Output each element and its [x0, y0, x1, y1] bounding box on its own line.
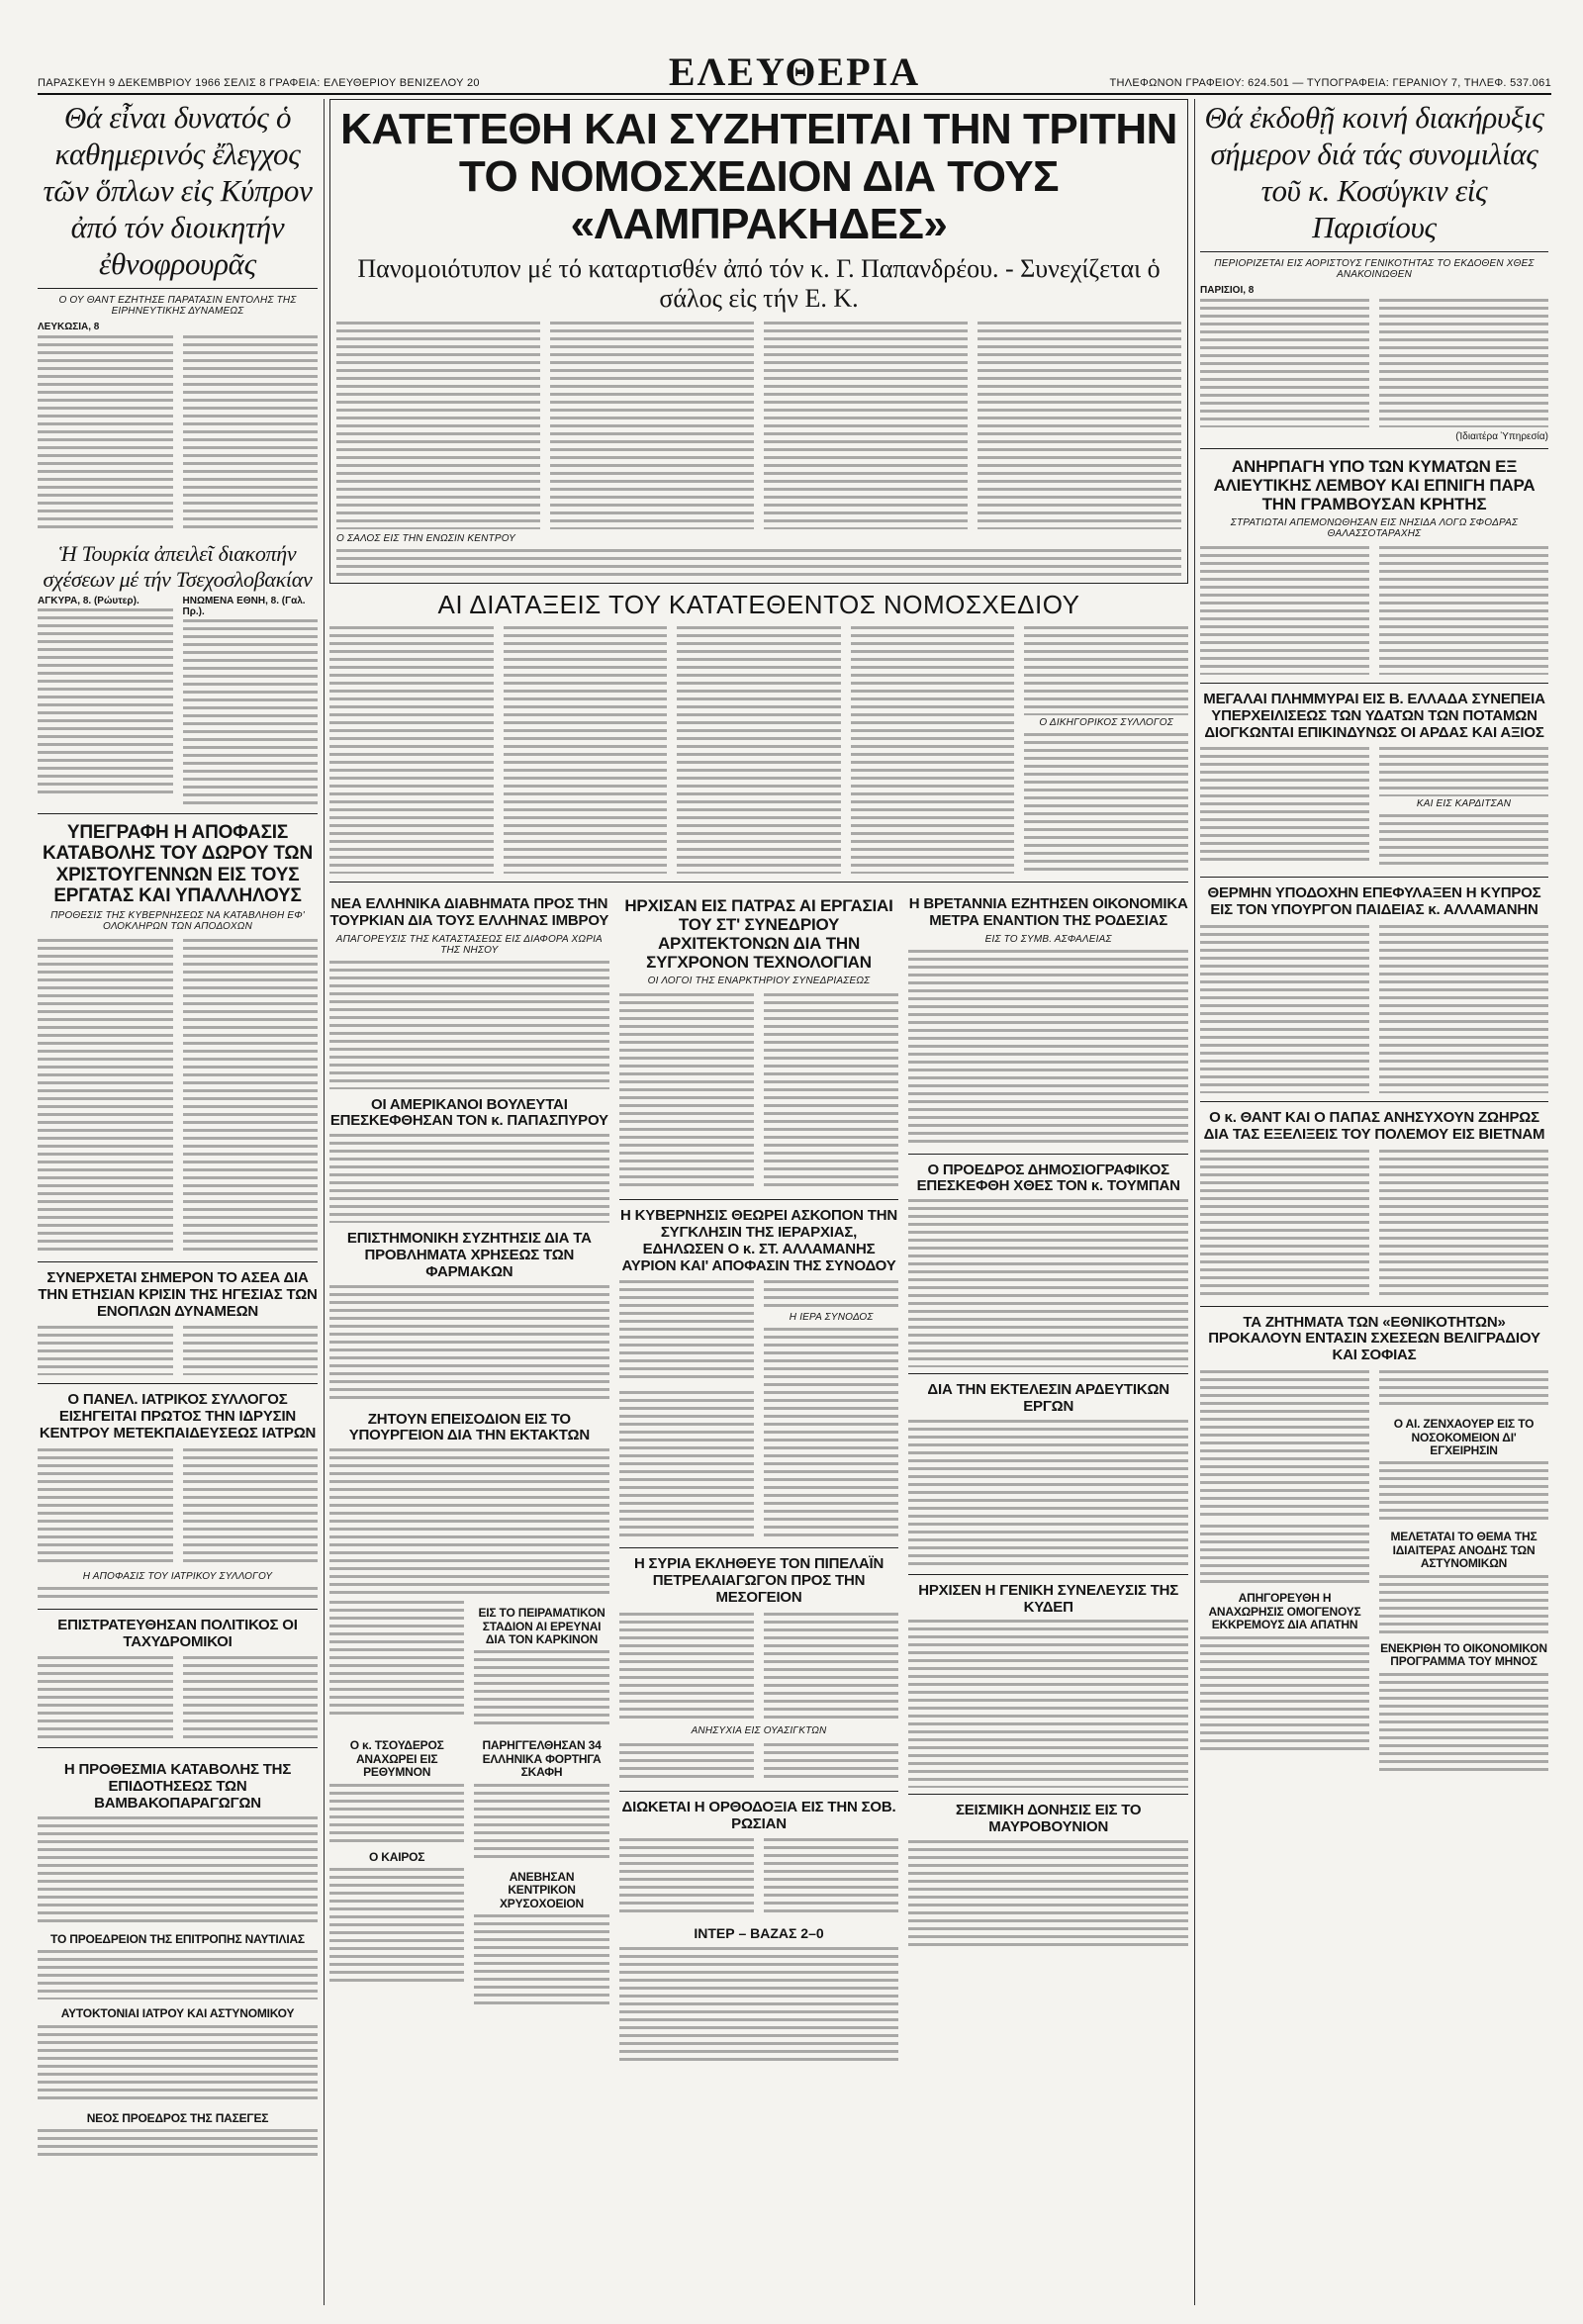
text-block [978, 322, 1181, 529]
text-block [619, 993, 754, 1191]
cancer-headline: ΕΙΣ ΤΟ ΠΕΙΡΑΜΑΤΙΚΟΝ ΣΤΑΔΙΟΝ ΑΙ ΕΡΕΥΝΑΙ ΔΙΑ ΤΟΝ ΚΑΡΚΙΝΟΝ [478, 1606, 605, 1647]
text-block [619, 1947, 899, 2066]
divider [619, 1199, 899, 1200]
text-block [1200, 1370, 1369, 1519]
kydep-headline: ΗΡΧΙΣΕΝ Η ΓΕΝΙΚΗ ΣΥΝΕΛΕΥΣΙΣ ΤΗΣ ΚΥΔΕΠ [918, 1581, 1179, 1616]
text-block [183, 335, 319, 533]
football-score: ΙΝΤΕΡ – ΒΑΖΑΣ 2–0 [694, 1925, 824, 1942]
article-body [1200, 1368, 1548, 1523]
text-block [1200, 1525, 1369, 1584]
provisions-headline: ΑΙ ΔΙΑΤΑΞΕΙΣ ΤΟΥ ΚΑΤΑΤΕΘΕΝΤΟΣ ΝΟΜΟΣΧΕΔΙΟΥ [437, 590, 1080, 619]
text-block [908, 1840, 1188, 1949]
text-block [1200, 546, 1369, 675]
masthead-date: ΠΑΡΑΣΚΕΥΗ 9 ΔΕΚΕΜΒΡΙΟΥ 1966 ΣΕΛΙΣ 8 ΓΡΑΦΕΙΑ: ΕΛΕΥΘΕΡΙΟΥ ΒΕΝΙΖΕΛΟΥ 20 [38, 77, 480, 89]
turkey-headline: Ἡ Τουρκία ἀπειλεῖ διακοπήν σχέσεων μέ τήν Τσεχοσλοβακίαν [43, 541, 313, 592]
asea-headline: ΣΥΝΕΡΧΕΤΑΙ ΣΗΜΕΡΟΝ ΤΟ ΑΣΕΑ ΔΙΑ ΤΗΝ ΕΤΗΣΙΑΝ ΚΡΙΣΙΝ ΤΗΣ ΗΓΕΣΙΑΣ ΤΩΝ ΕΝΟΠΛΩΝ ΔΥΝΑΜΕΩΝ [38, 1269, 318, 1320]
medical-headline: Ο ΠΑΝΕΛ. ΙΑΤΡΙΚΟΣ ΣΥΛΛΟΓΟΣ ΕΙΣΗΓΕΙΤΑΙ ΠΡΩΤΟΣ ΤΗΝ ΙΔΡΥΣΙΝ ΚΕΝΤΡΟΥ ΜΕΤΕΚΠΑΙΔΕΥΣΕΩΣ ΙΑΤΡΩΝ [39, 1391, 317, 1442]
divider [1200, 448, 1548, 449]
divider [1200, 877, 1548, 878]
naval-headline: ΤΟ ΠΡΟΕΔΡΕΙΟΝ ΤΗΣ ΕΠΙΤΡΟΠΗΣ ΝΑΥΤΙΛΙΑΣ [50, 1931, 305, 1946]
text-block [329, 1448, 609, 1597]
left-lead-headline: Θά εἶναι δυνατός ὁ καθημερινός ἔλεγχος τῶν ὅπλων εἰς Κύπρον ἀπό τόν διοικητήν ἐθνοφρουρᾶς [43, 100, 313, 281]
text-block [474, 1784, 608, 1863]
text-block [764, 1743, 898, 1783]
text-block [764, 1613, 898, 1721]
text-block [764, 1838, 898, 1917]
text-block [38, 335, 173, 533]
quake-headline: ΣΕΙΣΜΙΚΗ ΔΟΝΗΣΙΣ ΕΙΣ ΤΟ ΜΑΥΡΟΒΟΥΝΙΟΝ [955, 1802, 1142, 1836]
medical-subhead: Η ΑΠΟΦΑΣΙΣ ΤΟΥ ΙΑΤΡΙΚΟΥ ΣΥΛΛΟΓΟΥ [82, 1570, 273, 1582]
left-column [38, 99, 318, 2163]
text-block [908, 1199, 1188, 1367]
imbros-subhead: ΑΠΑΓΟΡΕΥΣΙΣ ΤΗΣ ΚΑΤΑΣΤΑΣΕΩΣ ΕΙΣ ΔΙΑΦΟΡΑ ΧΩΡΙΑ ΤΗΣ ΝΗΣΟΥ [335, 933, 603, 956]
cotton-headline: Η ΠΡΟΘΕΣΜΙΑ ΚΑΤΑΒΟΛΗΣ ΤΗΣ ΕΠΙΔΟΤΗΣΕΩΣ ΤΩΝ ΒΑΜΒΑΚΟΠΑΡΑΓΩΓΩΝ [63, 1761, 292, 1813]
text-block [1379, 546, 1548, 675]
text-block [619, 1280, 754, 1379]
article-body [1200, 923, 1548, 1095]
dateline: ΛΕΥΚΩΣΙΑ, 8 [38, 322, 100, 332]
article-body [38, 593, 318, 807]
text-block [619, 1743, 754, 1783]
article-body [38, 1324, 318, 1377]
text-block [908, 1420, 1188, 1568]
article-body [38, 333, 318, 535]
divider [908, 1574, 1188, 1575]
balkan-headline: ΤΑ ΖΗΤΗΜΑΤΑ ΤΩΝ «ΕΘΝΙΚΟΤΗΤΩΝ» ΠΡΟΚΑΛΟΥΝ ΕΝΤΑΣΙΝ ΣΧΕΣΕΩΝ ΒΕΛΙΓΡΑΔΙΟΥ ΚΑΙ ΣΟΦΙΑΣ [1208, 1313, 1540, 1364]
karditsa-subhead: ΚΑΙ ΕΙΣ ΚΑΡΔΙΤΣΑΝ [1416, 798, 1512, 810]
divider [619, 1791, 899, 1792]
center-lower-grid [329, 888, 1188, 2068]
rhodesia-headline: Η ΒΡΕΤΑΝΝΙΑ ΕΖΗΤΗΣΕΝ ΟΙΚΟΝΟΜΙΚΑ ΜΕΤΡΑ ΕΝΑΝΤΙΟΝ ΤΗΣ ΡΟΔΕΣΙΑΣ [908, 895, 1188, 929]
text-block [1379, 299, 1548, 427]
text-block [329, 1285, 609, 1404]
divider [619, 1547, 899, 1548]
text-block [1379, 1575, 1548, 1634]
text-block [550, 322, 754, 529]
text-block [183, 1326, 319, 1375]
text-block [764, 1280, 898, 1310]
main-deck: Πανομοιότυπον μέ τό καταρτισθέν ἀπό τόν κ. Γ. Παπανδρέου. - Συνεχίζεται ὁ σάλος εἰς τήν Ε. Κ. [357, 254, 1161, 313]
text-block [38, 1587, 318, 1603]
study-headline: ΜΕΛΕΤΑΤΑΙ ΤΟ ΘΕΜΑ ΤΗΣ ΙΔΙΑΙΤΕΡΑΣ ΑΝΟΔΗΣ ΤΩΝ ΑΣΤΥΝΟΜΙΚΩΝ [1390, 1530, 1537, 1571]
article-body [619, 1836, 899, 1919]
text-block [764, 1328, 898, 1387]
right-column [1200, 99, 1548, 1774]
article-body [1200, 1148, 1548, 1300]
article-body [38, 1446, 318, 1569]
bonus-subhead: ΠΡΟΘΕΣΙΣ ΤΗΣ ΚΥΒΕΡΝΗΣΕΩΣ ΝΑ ΚΑΤΑΒΛΗΘΗ ΕΦ' ΟΛΟΚΛΗΡΩΝ ΤΩΝ ΑΠΟΔΟΧΩΝ [50, 910, 305, 933]
divider [38, 1609, 318, 1610]
center-subcolumn-a [329, 888, 609, 2068]
divider [1200, 1101, 1548, 1102]
text-block [1200, 1636, 1369, 1755]
pasege-headline: ΝΕΟΣ ΠΡΟΕΔΡΟΣ ΤΗΣ ΠΑΣΕΓΕΣ [86, 2110, 269, 2125]
economy-headline: ΕΝΕΚΡΙΘΗ ΤΟ ΟΙΚΟΝΟΜΙΚΟΝ ΠΡΟΓΡΑΜΜΑ ΤΟΥ ΜΗΝΟΣ [1380, 1640, 1547, 1669]
text-block [1379, 925, 1548, 1093]
text-block [329, 1868, 464, 1987]
orthodoxy-headline: ΔΙΩΚΕΤΑΙ Η ΟΡΘΟΔΟΞΙΑ ΕΙΣ ΤΗΝ ΣΟΒ. ΡΩΣΙΑΝ [621, 1798, 896, 1832]
text-block [764, 322, 968, 529]
doctor-headline: ΑΥΤΟΚΤΟΝΙΑΙ ΙΑΤΡΟΥ ΚΑΙ ΑΣΤΥΝΟΜΙΚΟΥ [60, 2006, 295, 2021]
two-column-briefs [38, 1754, 318, 2163]
briefs-row [329, 1599, 609, 1731]
text-block [38, 2025, 318, 2104]
text-block [183, 1448, 319, 1567]
crete-subhead: ΣΤΡΑΤΙΩΤΑΙ ΑΠΕΜΟΝΩΘΗΣΑΝ ΕΙΣ ΝΗΣΙΔΑ ΛΟΓΩ ΣΦΟΔΡΑΣ ΘΑΛΑΣΣΟΤΑΡΑΧΗΣ [1230, 517, 1519, 540]
article-body [619, 991, 899, 1193]
drugs-headline: ΕΠΙΣΤΗΜΟΝΙΚΗ ΣΥΖΗΤΗΣΙΣ ΔΙΑ ΤΑ ΠΡΟΒΛΗΜΑΤΑ ΧΡΗΣΕΩΣ ΤΩΝ ΦΑΡΜΑΚΩΝ [346, 1230, 592, 1280]
text-block [1200, 747, 1369, 866]
text-block [677, 626, 841, 874]
main-story-box [329, 99, 1188, 584]
text-block [1379, 1673, 1548, 1772]
text-block [1200, 1150, 1369, 1298]
text-block [764, 993, 898, 1191]
article-body [619, 1741, 899, 1785]
synod-headline: Η ΚΥΒΕΡΝΗΣΙΣ ΘΕΩΡΕΙ ΑΣΚΟΠΟΝ ΤΗΝ ΣΥΓΚΛΗΣΙΝ ΤΗΣ ΙΕΡΑΡΧΙΑΣ, ΕΔΗΛΩΣΕΝ Ο κ. ΣΤ. ΑΛΛΑΜΑΝΗΣ ΑΥΡΙΟΝ ΚΑΙ' ΑΠΟΦΑΣΙΝ ΤΗΣ ΣΥΝΟΔΟΥ [620, 1207, 897, 1274]
syria-subhead: ΑΝΗΣΥΧΙΑ ΕΙΣ ΟΥΑΣΙΓΚΤΩΝ [691, 1724, 827, 1736]
text-block [38, 1950, 318, 1999]
text-block [619, 1838, 754, 1917]
briefs-row [329, 1731, 609, 2011]
dateline: ΗΝΩΜΕΝΑ ΕΘΝΗ, 8. (Γαλ. Πρ.). [182, 596, 306, 617]
text-block [329, 1134, 609, 1223]
divider [1200, 1306, 1548, 1307]
text-block [38, 939, 173, 1254]
article-body [1200, 745, 1548, 871]
text-block [38, 2129, 318, 2161]
text-block [38, 608, 173, 794]
text-block [329, 1601, 464, 1720]
rhodesia-subhead: ΕΙΣ ΤΟ ΣΥΜΒ. ΑΣΦΑΛΕΙΑΣ [984, 933, 1112, 945]
article-body [619, 1278, 899, 1389]
divider [1200, 251, 1548, 252]
text-block [851, 626, 1015, 874]
main-headline: ΚΑΤΕΤΕΘΗ ΚΑΙ ΣΥΖΗΤΕΙΤΑΙ ΤΗΝ ΤΡΙΤΗΝ ΤΟ ΝΟΜΟΣΧΕΔΙΟΝ ΔΙΑ ΤΟΥΣ «ΛΑΜΠΡΑΚΗΔΕΣ» [340, 105, 1177, 248]
weather-headline: Ο ΚΑΙΡΟΣ [369, 1849, 425, 1864]
divider [908, 1794, 1188, 1795]
newspaper-title: ΕΛΕΥΘΕΡΙΑ [668, 49, 921, 94]
column-rule [1194, 99, 1195, 2305]
center-subcolumn-c [908, 888, 1188, 2068]
divider [38, 1261, 318, 1262]
divider [1200, 683, 1548, 684]
text-block [38, 1656, 173, 1739]
text-block [329, 626, 494, 874]
gold-headline: ΑΝΕΒΗΣΑΝ ΚΕΝΤΡΙΚΟΝ ΧΡΥΣΟΧΟΕΙΟΝ [500, 1869, 585, 1910]
architects-subhead: ΟΙ ΛΟΓΟΙ ΤΗΣ ΕΝΑΡΚΤΗΡΙΟΥ ΣΥΝΕΔΡΙΑΣΕΩΣ [647, 976, 871, 987]
text-block [336, 549, 1181, 577]
center-column [329, 99, 1188, 2068]
housing-headline: Ο ΠΡΟΕΔΡΟΣ ΔΗΜΟΣΙΟΓΡΑΦΙΚΟΣ ΕΠΕΣΚΕΦΘΗ ΧΘΕΣ ΤΟΝ κ. ΤΟΥΜΠΑΝ [916, 1161, 1180, 1195]
article-body [1200, 544, 1548, 677]
text-block [908, 1620, 1188, 1788]
text-block [1024, 626, 1188, 715]
eisenhower-headline: Ο ΑΙ. ΖΕΝΧΑΟΥΕΡ ΕΙΣ ΤΟ ΝΟΣΟΚΟΜΕΙΟΝ ΔΙ' ΕΓΧΕΙΡΗΣΙΝ [1393, 1417, 1535, 1457]
text-block [1024, 733, 1188, 872]
article-body [619, 1611, 899, 1723]
divider [908, 1373, 1188, 1374]
right-lead-subhead: ΠΕΡΙΟΡΙΖΕΤΑΙ ΕΙΣ ΑΟΡΙΣΤΟΥΣ ΓΕΝΙΚΟΤΗΤΑΣ ΤΟ ΕΚΔΟΘΕΝ ΧΘΕΣ ΑΝΑΚΟΙΝΩΘΕΝ [1214, 258, 1535, 280]
article-body [1200, 297, 1548, 429]
imbros-headline: ΝΕΑ ΕΛΛΗΝΙΚΑ ΔΙΑΒΗΜΑΤΑ ΠΡΟΣ ΤΗΝ ΤΟΥΡΚΙΑΝ ΔΙΑ ΤΟΥΣ ΕΛΛΗΝΑΣ ΙΜΒΡΟΥ [329, 895, 609, 929]
source-credit: (Ἰδιαιτέρα Ὑπηρεσία) [1455, 431, 1548, 442]
divider [38, 288, 318, 289]
text-block [504, 626, 668, 874]
text-block [474, 1650, 608, 1729]
article-body [619, 1389, 899, 1541]
briefs-row [1200, 1523, 1548, 1773]
divider [329, 882, 1188, 883]
main-story-body [336, 320, 1181, 531]
text-block [38, 1448, 173, 1567]
text-block [1200, 925, 1369, 1093]
divider [38, 813, 318, 814]
text-block [764, 1391, 898, 1539]
text-block [329, 1784, 464, 1843]
right-lead-headline: Θά ἐκδοθῇ κοινή διακήρυξις σήμερον διά τάς συνομιλίας τοῦ κ. Κοσύγκιν εἰς Παρισίους [1204, 100, 1544, 244]
text-block [183, 939, 319, 1254]
text-block [1379, 1461, 1548, 1521]
divider [38, 1383, 318, 1384]
bonus-headline: ΥΠΕΓΡΑΦΗ Η ΑΠΟΦΑΣΙΣ ΚΑΤΑΒΟΛΗΣ ΤΟΥ ΔΩΡΟΥ ΤΩΝ ΧΡΙΣΤΟΥΓΕΝΝΩΝ ΕΙΣ ΤΟΥΣ ΕΡΓΑΤΑΣ ΚΑΙ ΥΠΑΛΛΗΛΟΥΣ [43, 822, 313, 906]
divider [38, 1747, 318, 1748]
text-block [1200, 299, 1369, 427]
ban-headline: ΑΠΗΓΟΡΕΥΘΗ Η ΑΝΑΧΩΡΗΣΙΣ ΟΜΟΓΕΝΟΥΣ ΕΚΚΡΕΜΟΥΣ ΔΙΑ ΑΠΑΤΗΝ [1208, 1591, 1361, 1632]
text-block [38, 1816, 318, 1925]
irrigation-headline: ΔΙΑ ΤΗΝ ΕΚΤΕΛΕΣΙΝ ΑΡΔΕΥΤΙΚΩΝ ΕΡΓΩΝ [927, 1381, 1169, 1415]
crete-headline: ΑΝΗΡΠΑΓΗ ΥΠΟ ΤΩΝ ΚΥΜΑΤΩΝ ΕΞ ΑΛΙΕΥΤΙΚΗΣ ΛΕΜΒΟΥ ΚΑΙ ΕΠΝΙΓΗ ΠΑΡΑ ΤΗΝ ΓΡΑΜΒΟΥΣΑΝ ΚΡΗΤΗΣ [1213, 457, 1536, 514]
text-block [619, 1391, 754, 1539]
masthead [38, 49, 1551, 95]
text-block [183, 1656, 319, 1739]
architects-headline: ΗΡΧΙΣΑΝ ΕΙΣ ΠΑΤΡΑΣ ΑΙ ΕΡΓΑΣΙΑΙ ΤΟΥ ΣΤ' ΣΥΝΕΔΡΙΟΥ ΑΡΧΙΤΕΚΤΟΝΩΝ ΔΙΑ ΤΗΝ ΣΥΓΧΡΟΝΟΝ ΤΕΧΝΟΛΟΓΙΑΝ [624, 896, 893, 973]
masthead-phones: ΤΗΛΕΦΩΝΟΝ ΓΡΑΦΕΙΟΥ: 624.501 — ΤΥΠΟΓΡΑΦΕΙΑ: ΓΕΡΑΝΙΟΥ 7, ΤΗΛΕΦ. 537.061 [1109, 77, 1551, 89]
article-body [38, 1654, 318, 1741]
lawyers-subhead: Ο ΔΙΚΗΓΟΡΙΚΟΣ ΣΥΛΛΟΓΟΣ [1039, 717, 1173, 728]
vietnam-headline: Ο κ. ΘΑΝΤ ΚΑΙ Ο ΠΑΠΑΣ ΑΝΗΣΥΧΟΥΝ ΖΩΗΡΩΣ ΔΙΑ ΤΑΣ ΕΞΕΛΙΞΕΙΣ ΤΟΥ ΠΟΛΕΜΟΥ ΕΙΣ ΒΙΕΤΝΑΜ [1203, 1109, 1545, 1143]
center-subhead: Ο ΣΑΛΟΣ ΕΙΣ ΤΗΝ ΕΝΩΣΙΝ ΚΕΝΤΡΟΥ [336, 533, 515, 544]
floods-headline: ΜΕΓΑΛΑΙ ΠΛΗΜΜΥΡΑΙ ΕΙΣ Β. ΕΛΛΑΔΑ ΣΥΝΕΠΕΙΑ ΥΠΕΡΧΕΙΛΙΣΕΩΣ ΤΩΝ ΥΔΑΤΩΝ ΤΩΝ ΠΟΤΑΜΩΝ ΔΙΟΓΚΩΝΤΑΙ ΕΠΙΚΙΝΔΥΝΩΣ ΟΙ ΑΡΔΑΣ ΚΑΙ ΑΞΙΟΣ [1203, 691, 1545, 741]
provisions-body [329, 624, 1188, 876]
divider [908, 1154, 1188, 1155]
text-block [336, 322, 540, 529]
article-body [38, 937, 318, 1255]
post-headline: ΕΠΙΣΤΡΑΤΕΥΘΗΣΑΝ ΠΟΛΙΤΙΚΟΣ ΟΙ ΤΑΧΥΔΡΟΜΙΚΟΙ [57, 1616, 298, 1650]
text-block [329, 961, 609, 1089]
ship-headline: ΠΑΡΗΓΓΕΛΘΗΣΑΝ 34 ΕΛΛΗΝΙΚΑ ΦΟΡΤΗΓΑ ΣΚΑΦΗ [482, 1738, 602, 1780]
us-mp-headline: ΟΙ ΑΜΕΡΙΚΑΝΟΙ ΒΟΥΛΕΥΤΑΙ ΕΠΕΣΚΕΦΘΗΣΑΝ ΤΟΝ κ. ΠΑΠΑΣΠΥΡΟΥ [329, 1095, 608, 1130]
center-subcolumn-b [619, 888, 899, 2068]
column-rule [324, 99, 325, 2305]
text-block [1379, 1150, 1548, 1298]
text-block [474, 1914, 608, 2009]
tsouderos-headline: Ο κ. ΤΣΟΥΔΕΡΟΣ ΑΝΑΧΩΡΕΙ ΕΙΣ ΡΕΘΥΜΝΟΝ [349, 1738, 444, 1780]
text-block [1379, 814, 1548, 869]
left-lead-subhead: Ο ΟΥ ΘΑΝΤ ΕΖΗΤΗΣΕ ΠΑΡΑΤΑΣΙΝ ΕΝΤΟΛΗΣ ΤΗΣ ΕΙΡΗΝΕΥΤΙΚΗΣ ΔΥΝΑΜΕΩΣ [58, 295, 297, 317]
text-block [183, 619, 319, 805]
demand-headline: ΖΗΤΟΥΝ ΕΠΕΙΣΟΔΙΟΝ ΕΙΣ ΤΟ ΥΠΟΥΡΓΕΙΟΝ ΔΙΑ ΤΗΝ ΕΚΤΑΚΤΩΝ [348, 1410, 590, 1444]
text-block [619, 1613, 754, 1721]
text-block [1379, 747, 1548, 796]
text-block [1379, 1370, 1548, 1410]
holy-synod-subhead: Η ΙΕΡΑ ΣΥΝΟΔΟΣ [789, 1312, 874, 1324]
dateline: ΑΓΚΥΡΑ, 8. (Ρώυτερ). [38, 596, 140, 606]
dateline: ΠΑΡΙΣΙΟΙ, 8 [1200, 285, 1255, 296]
text-block [908, 950, 1188, 1148]
syria-headline: Η ΣΥΡΙΑ ΕΚΛΗΘΕΥΕ ΤΟΝ ΠΙΠΕΛΑΪΝ ΠΕΤΡΕΛΑΙΑΓΩΓΟΝ ΠΡΟΣ ΤΗΝ ΜΕΣΟΓΕΙΟΝ [633, 1555, 885, 1606]
cyprus-minister-headline: ΘΕΡΜΗΝ ΥΠΟΔΟΧΗΝ ΕΠΕΦΥΛΑΞΕΝ Η ΚΥΠΡΟΣ ΕΙΣ ΤΟΝ ΥΠΟΥΡΓΟΝ ΠΑΙΔΕΙΑΣ κ. ΑΛΛΑΜΑΝΗΝ [1207, 884, 1541, 919]
text-block [38, 1326, 173, 1375]
